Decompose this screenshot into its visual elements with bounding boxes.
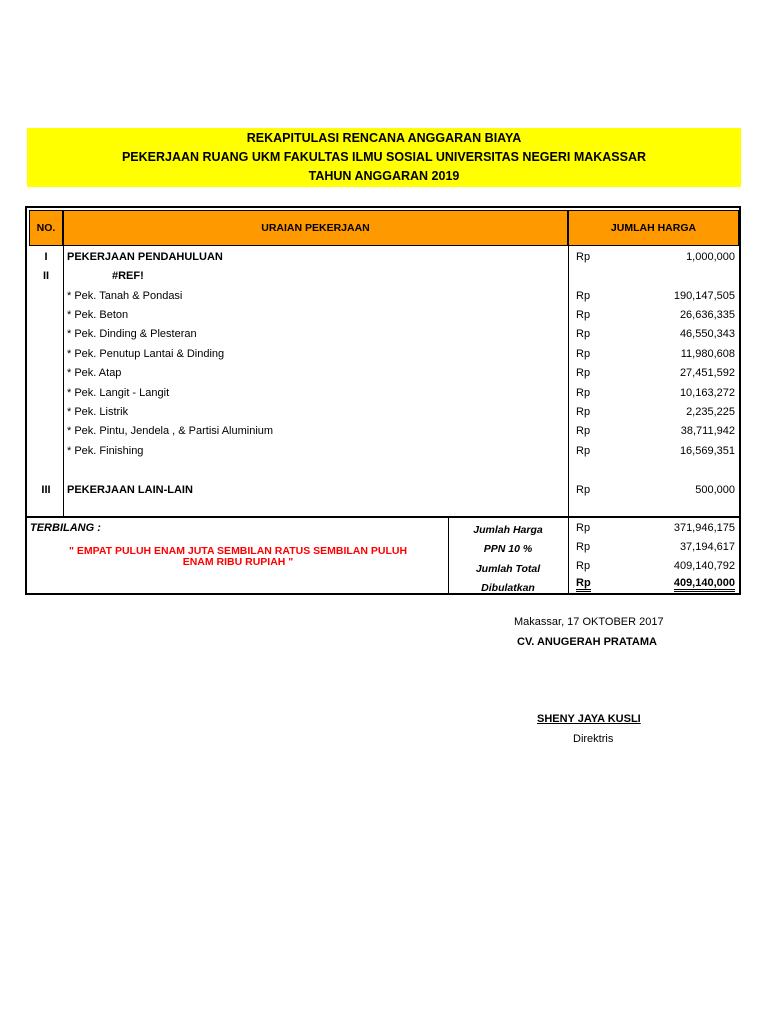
row-label: * Pek. Pintu, Jendela , & Partisi Aluminium [67, 425, 274, 437]
row-amount: 16,569,351 [679, 445, 735, 457]
header-no: NO. [29, 210, 63, 246]
signatory-position: Direktris [573, 733, 614, 745]
row-amount: 1,000,000 [686, 251, 735, 263]
row-label: * Pek. Dinding & Plesteran [67, 328, 197, 340]
row-label: * Pek. Listrik [67, 406, 129, 418]
row-currency: Rp [576, 484, 591, 496]
row-label: * Pek. Finishing [67, 445, 144, 457]
summary-amount: 37,194,617 [679, 541, 735, 553]
row-label: * Pek. Tanah & Pondasi [67, 290, 183, 302]
summary-label: PPN 10 % [483, 543, 533, 555]
grid-line [568, 246, 569, 593]
row-amount: 26,636,335 [679, 309, 735, 321]
row-currency: Rp [576, 425, 591, 437]
title-line-2: PEKERJAAN RUANG UKM FAKULTAS ILMU SOSIAL UNIVERSITAS NEGERI MAKASSAR [121, 150, 647, 164]
summary-label: Jumlah Total [475, 563, 541, 575]
row-amount: 46,550,343 [679, 328, 735, 340]
cost-summary-table [25, 206, 741, 595]
summary-label: Dibulatkan [481, 582, 535, 594]
row-no: II [42, 270, 50, 282]
title-line-1: REKAPITULASI RENCANA ANGGARAN BIAYA [246, 131, 522, 145]
row-label: * Pek. Beton [67, 309, 129, 321]
grid-line [27, 516, 739, 518]
summary-currency: Rp [576, 522, 591, 534]
row-currency: Rp [576, 348, 591, 360]
row-currency: Rp [576, 387, 591, 399]
row-label: * Pek. Penutup Lantai & Dinding [67, 348, 225, 360]
place-date: Makassar, 17 OKTOBER 2017 [514, 616, 664, 628]
row-amount: 2,235,225 [686, 406, 735, 418]
grid-line [63, 246, 64, 516]
summary-currency: Rp [576, 577, 591, 592]
header-uraian: URAIAN PEKERJAAN [63, 210, 568, 246]
header-jumlah: JUMLAH HARGA [568, 210, 739, 246]
row-label: #REF! [112, 270, 144, 282]
row-amount: 11,980,608 [680, 348, 735, 360]
summary-amount: 409,140,792 [673, 560, 735, 572]
row-amount: 500,000 [695, 484, 735, 496]
terbilang-text-line-1: " EMPAT PULUH ENAM JUTA SEMBILAN RATUS SEMBILAN PULUH [68, 545, 408, 557]
signatory-name: SHENY JAYA KUSLI [537, 713, 641, 725]
row-amount: 27,451,592 [679, 367, 735, 379]
row-amount: 190,147,505 [673, 290, 735, 302]
row-currency: Rp [576, 290, 591, 302]
terbilang-text-line-2: ENAM RIBU RUPIAH " [182, 556, 294, 568]
row-currency: Rp [576, 445, 591, 457]
row-label: PEKERJAAN PENDAHULUAN [67, 251, 223, 263]
company-name: CV. ANUGERAH PRATAMA [517, 636, 657, 648]
row-currency: Rp [576, 309, 591, 321]
row-no: I [44, 251, 48, 263]
row-label: * Pek. Langit - Langit [67, 387, 170, 399]
terbilang-label: TERBILANG : [30, 522, 101, 534]
row-label: PEKERJAAN LAIN-LAIN [67, 484, 193, 496]
row-currency: Rp [576, 367, 591, 379]
summary-currency: Rp [576, 541, 591, 553]
row-currency: Rp [576, 406, 591, 418]
summary-amount: 409,140,000 [674, 577, 735, 592]
title-line-3: TAHUN ANGGARAN 2019 [308, 169, 460, 183]
row-no: III [41, 484, 51, 496]
summary-amount: 371,946,175 [673, 522, 735, 534]
summary-label: Jumlah Harga [473, 524, 543, 536]
row-amount: 10,163,272 [679, 387, 735, 399]
row-currency: Rp [576, 328, 591, 340]
row-label: * Pek. Atap [67, 367, 122, 379]
summary-currency: Rp [576, 560, 591, 572]
row-currency: Rp [576, 251, 591, 263]
document-title-block [27, 128, 741, 187]
row-amount: 38,711,942 [680, 425, 735, 437]
